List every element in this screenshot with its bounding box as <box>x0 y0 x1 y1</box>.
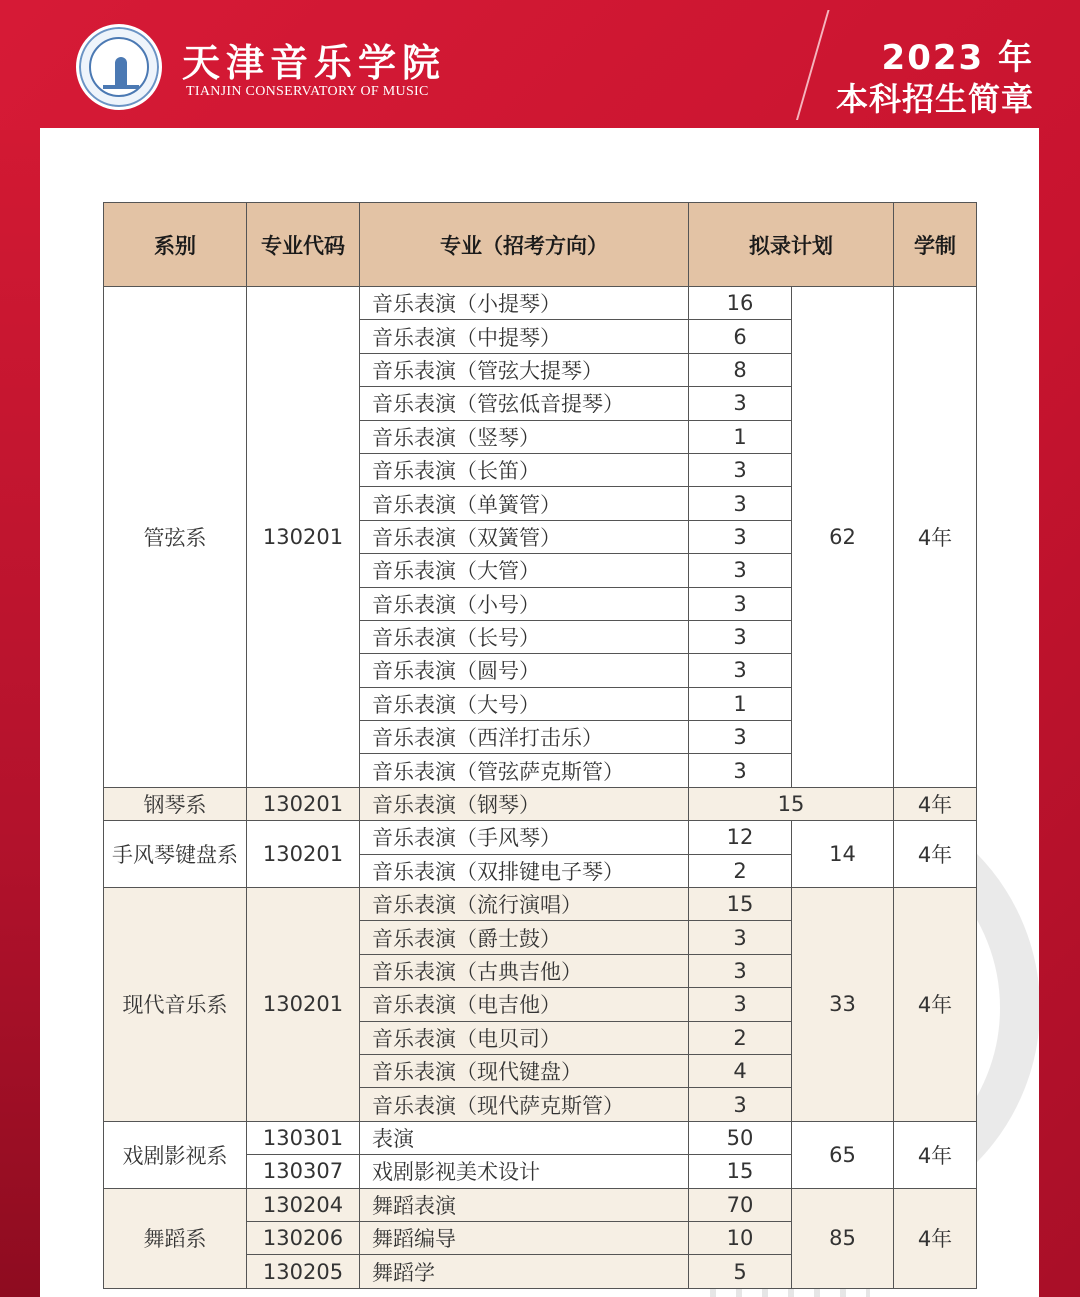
code-cell: 130205 <box>247 1255 360 1288</box>
major-cell: 音乐表演（电贝司） <box>360 1021 689 1054</box>
department-cell: 管弦系 <box>104 287 247 788</box>
school-name-cn: 天津音乐学院 <box>182 40 447 85</box>
major-cell: 音乐表演（电吉他） <box>360 988 689 1021</box>
department-cell: 现代音乐系 <box>104 888 247 1122</box>
major-cell: 舞蹈表演 <box>360 1188 689 1221</box>
plan-count-cell: 3 <box>689 387 792 420</box>
table-row <box>104 287 977 320</box>
major-cell: 音乐表演（小号） <box>360 587 689 620</box>
decorative-slash <box>796 10 830 120</box>
major-cell: 音乐表演（爵士鼓） <box>360 921 689 954</box>
major-cell: 表演 <box>360 1121 689 1154</box>
major-cell: 音乐表演（流行演唱） <box>360 888 689 921</box>
plan-count-cell: 2 <box>689 1021 792 1054</box>
plan-count-cell: 15 <box>689 787 894 820</box>
plan-count-cell: 3 <box>689 988 792 1021</box>
plan-count-cell: 3 <box>689 487 792 520</box>
major-cell: 音乐表演（大号） <box>360 687 689 720</box>
plan-count-cell: 12 <box>689 821 792 854</box>
table-row <box>104 1121 977 1154</box>
plan-count-cell: 3 <box>689 587 792 620</box>
duration-cell: 4年 <box>894 287 977 788</box>
major-cell: 舞蹈学 <box>360 1255 689 1288</box>
major-cell: 音乐表演（手风琴） <box>360 821 689 854</box>
col-header-duration: 学制 <box>894 203 977 287</box>
code-cell: 130201 <box>247 287 360 788</box>
page-header <box>0 0 1080 128</box>
duration-cell: 4年 <box>894 1188 977 1288</box>
code-cell: 130201 <box>247 787 360 820</box>
plan-total-cell: 33 <box>792 888 894 1122</box>
plan-total-cell: 65 <box>792 1121 894 1188</box>
plan-count-cell: 15 <box>689 888 792 921</box>
code-cell: 130206 <box>247 1221 360 1254</box>
table-row <box>104 888 977 921</box>
code-cell: 130307 <box>247 1155 360 1188</box>
major-cell: 音乐表演（管弦萨克斯管） <box>360 754 689 787</box>
plan-count-cell: 3 <box>689 520 792 553</box>
plan-count-cell: 50 <box>689 1121 792 1154</box>
plan-count-cell: 16 <box>689 287 792 320</box>
col-header-plan: 拟录计划 <box>689 203 894 287</box>
plan-count-cell: 5 <box>689 1255 792 1288</box>
major-cell: 音乐表演（古典吉他） <box>360 954 689 987</box>
duration-cell: 4年 <box>894 1121 977 1188</box>
major-cell: 戏剧影视美术设计 <box>360 1155 689 1188</box>
major-cell: 音乐表演（双簧管） <box>360 520 689 553</box>
school-name-en: TIANJIN CONSERVATORY OF MUSIC <box>186 84 429 99</box>
plan-count-cell: 3 <box>689 754 792 787</box>
plan-count-cell: 3 <box>689 921 792 954</box>
plan-count-cell: 3 <box>689 453 792 486</box>
table-row <box>104 821 977 854</box>
major-cell: 音乐表演（竖琴） <box>360 420 689 453</box>
plan-count-cell: 8 <box>689 353 792 386</box>
major-cell: 音乐表演（中提琴） <box>360 320 689 353</box>
major-cell: 音乐表演（长号） <box>360 620 689 653</box>
duration-cell: 4年 <box>894 787 977 820</box>
brochure-title: 本科招生简章 <box>835 80 1034 118</box>
table-header-row <box>104 203 977 287</box>
plan-count-cell: 15 <box>689 1155 792 1188</box>
plan-total-cell: 14 <box>792 821 894 888</box>
code-cell: 130201 <box>247 821 360 888</box>
plan-count-cell: 3 <box>689 1088 792 1121</box>
code-cell: 130301 <box>247 1121 360 1154</box>
plan-count-cell: 3 <box>689 721 792 754</box>
major-cell: 音乐表演（钢琴） <box>360 787 689 820</box>
enrollment-plan-table <box>103 202 977 1289</box>
duration-cell: 4年 <box>894 821 977 888</box>
major-cell: 音乐表演（现代键盘） <box>360 1054 689 1087</box>
major-cell: 音乐表演（长笛） <box>360 453 689 486</box>
code-cell: 130201 <box>247 888 360 1122</box>
plan-count-cell: 3 <box>689 554 792 587</box>
plan-count-cell: 4 <box>689 1054 792 1087</box>
department-cell: 舞蹈系 <box>104 1188 247 1288</box>
col-header-department: 系别 <box>104 203 247 287</box>
plan-count-cell: 70 <box>689 1188 792 1221</box>
major-cell: 音乐表演（圆号） <box>360 654 689 687</box>
department-cell: 戏剧影视系 <box>104 1121 247 1188</box>
code-cell: 130204 <box>247 1188 360 1221</box>
major-cell: 音乐表演（大管） <box>360 554 689 587</box>
plan-count-cell: 2 <box>689 854 792 887</box>
department-cell: 钢琴系 <box>104 787 247 820</box>
left-red-band <box>0 130 40 1297</box>
school-emblem-icon <box>76 24 162 110</box>
col-header-code: 专业代码 <box>247 203 360 287</box>
brochure-year: 2023 年 <box>881 38 1034 78</box>
major-cell: 舞蹈编导 <box>360 1221 689 1254</box>
plan-count-cell: 3 <box>689 654 792 687</box>
plan-count-cell: 10 <box>689 1221 792 1254</box>
plan-count-cell: 1 <box>689 687 792 720</box>
major-cell: 音乐表演（单簧管） <box>360 487 689 520</box>
major-cell: 音乐表演（小提琴） <box>360 287 689 320</box>
plan-count-cell: 6 <box>689 320 792 353</box>
major-cell: 音乐表演（现代萨克斯管） <box>360 1088 689 1121</box>
plan-total-cell: 85 <box>792 1188 894 1288</box>
major-cell: 音乐表演（西洋打击乐） <box>360 721 689 754</box>
table-row <box>104 1188 977 1221</box>
table-row <box>104 787 977 820</box>
duration-cell: 4年 <box>894 888 977 1122</box>
major-cell: 音乐表演（管弦低音提琴） <box>360 387 689 420</box>
content-panel <box>40 128 1039 1297</box>
plan-count-cell: 3 <box>689 954 792 987</box>
plan-total-cell: 62 <box>792 287 894 788</box>
col-header-major: 专业（招考方向） <box>360 203 689 287</box>
plan-count-cell: 1 <box>689 420 792 453</box>
department-cell: 手风琴键盘系 <box>104 821 247 888</box>
plan-count-cell: 3 <box>689 620 792 653</box>
major-cell: 音乐表演（双排键电子琴） <box>360 854 689 887</box>
major-cell: 音乐表演（管弦大提琴） <box>360 353 689 386</box>
